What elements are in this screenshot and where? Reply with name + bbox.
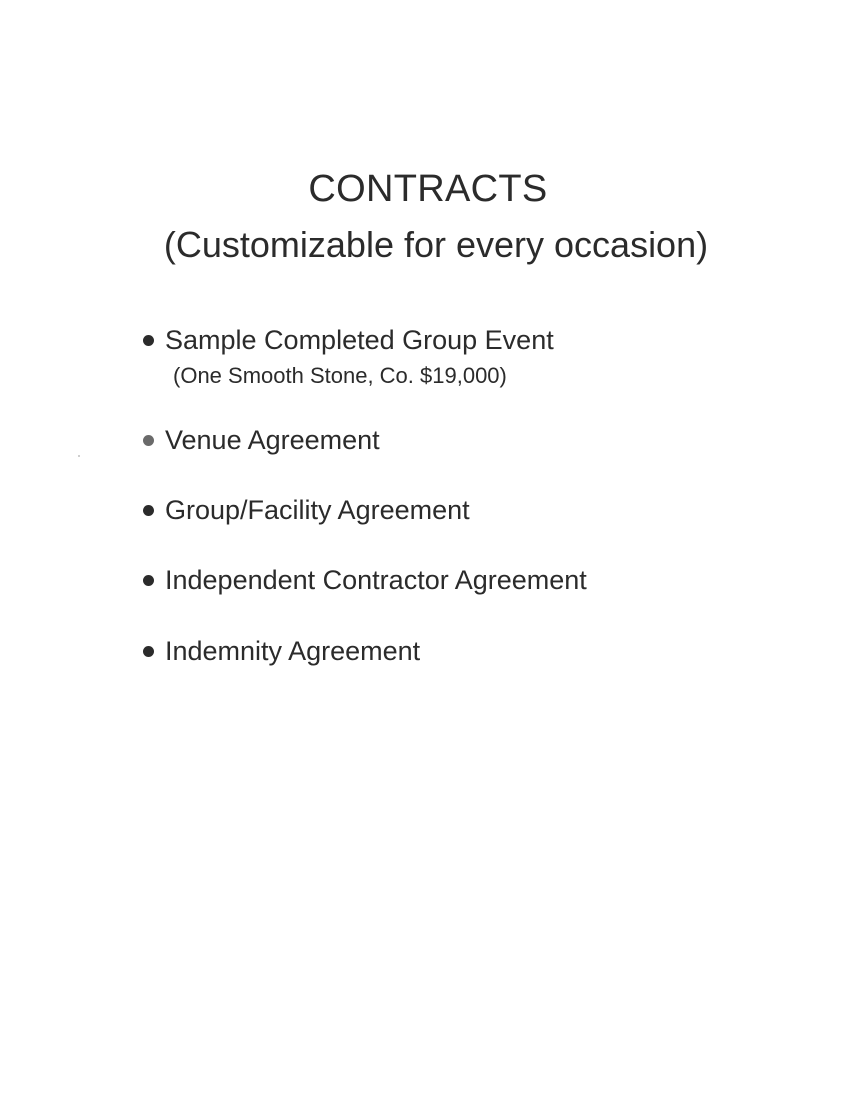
page-title: CONTRACTS (308, 168, 548, 210)
list-item (143, 564, 587, 596)
bullet-icon (143, 335, 154, 346)
bullet-icon (143, 575, 154, 586)
list-item-label: Independent Contractor Agreement (165, 565, 587, 595)
bullet-icon (143, 646, 154, 657)
bullet-icon (143, 505, 154, 516)
bullet-icon (143, 435, 154, 446)
list-item-detail: (One Smooth Stone, Co. $19,000) (173, 363, 507, 388)
list-item (143, 324, 554, 356)
list-item (143, 494, 470, 526)
list-item-label: Group/Facility Agreement (165, 495, 470, 525)
scan-speck (78, 455, 80, 457)
list-item-label: Sample Completed Group Event (165, 325, 554, 355)
page-subtitle: (Customizable for every occasion) (163, 224, 709, 265)
list-item-label: Venue Agreement (165, 425, 380, 455)
list-item (143, 424, 380, 456)
list-item-label: Indemnity Agreement (165, 636, 421, 666)
list-item (143, 635, 420, 667)
